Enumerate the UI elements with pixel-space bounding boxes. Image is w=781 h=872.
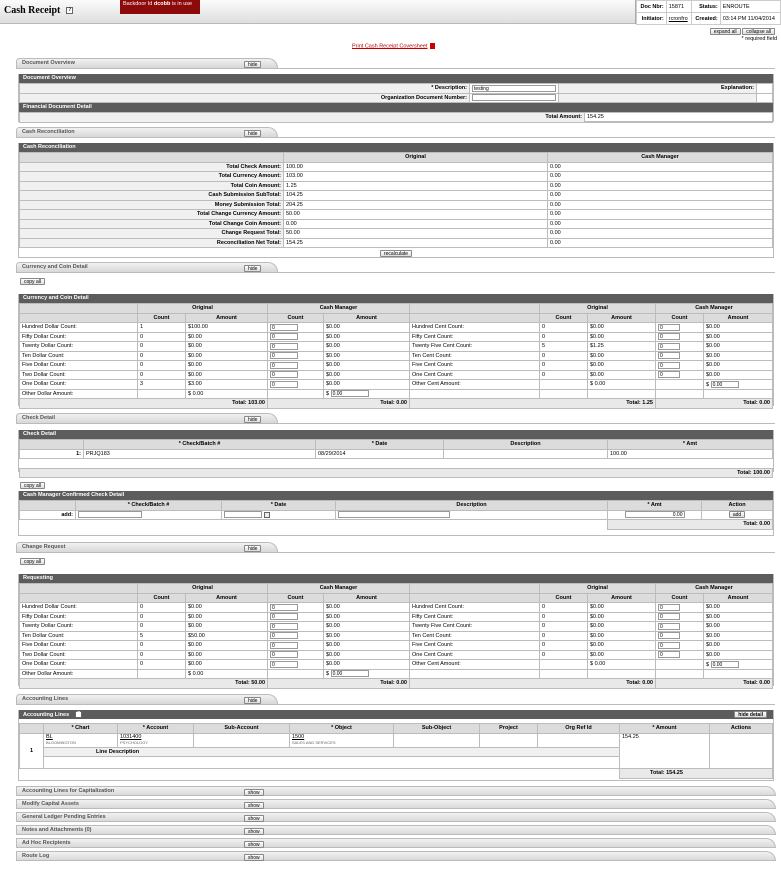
object-link[interactable]: 1500 xyxy=(292,734,305,740)
pdf-icon xyxy=(430,43,435,49)
coin-row: One Dollar Count: 3 $3.00 0 $0.00 Other Cent Amount: $ 0.00 $ 0.00 xyxy=(20,380,773,390)
cash-reconciliation-section: Cash Reconciliation Original Cash Manager Total Check Amount: 100.00 0.00 Total Currency Amount: 103.00 0.00 Total Coin Amount: 1.25 0.00 Cash Submission SubTotal: 104.25 0.00 Money Submission Total: 204.25 0.00 Total Change Currency Amount: 50.00 0.00 Total Change Coin Amount: 0.00 0.00 Change Request Total: 50.00 0.00 Reconciliation Net Total: 154.25 0.00 recalculate xyxy=(18,143,774,258)
line-amount[interactable]: 154.25 xyxy=(620,733,710,769)
initiator-label: Initiator: xyxy=(637,13,667,25)
hide-change-button[interactable]: hide xyxy=(244,545,261,552)
coin-row: One Dollar Count: 0 $0.00 0 $0.00 Other Cent Amount: $ 0.00 $ 0.00 xyxy=(20,660,773,670)
cm-dollar-count-input[interactable]: 0 xyxy=(270,324,298,331)
org-doc-number-input[interactable] xyxy=(472,94,556,101)
add-check-date-input[interactable] xyxy=(224,511,262,518)
document-overview-section: Document Overview * Description: testing Explanation: Organization Document Number: Financial Document Detail Total Amount: 154.25 xyxy=(18,74,774,122)
currency-copy-all-button[interactable]: copy all xyxy=(20,278,45,285)
cm-dollar-count-input[interactable]: 0 xyxy=(270,661,298,668)
collapsed-tab: Notes and Attachments (0) show xyxy=(16,825,776,835)
show-button[interactable]: show xyxy=(244,841,264,848)
check-copy-all-button[interactable]: copy all xyxy=(20,482,45,489)
coin-row: Twenty Dollar Count: 0 $0.00 0 $0.00 Twenty Five Cent Count: 0 $0.00 0 $0.00 xyxy=(20,622,773,632)
cm-other-dollar-input[interactable]: 0.00 xyxy=(331,390,369,397)
print-coversheet-link[interactable]: Print Cash Receipt Coversheet xyxy=(352,43,435,49)
coin-row: Two Dollar Count: 0 $0.00 0 $0.00 One Cent Count: 0 $0.00 0 $0.00 xyxy=(20,370,773,380)
hide-details-button[interactable]: hide detail xyxy=(734,711,767,718)
reconciliation-row: Money Submission Total: 204.25 0.00 xyxy=(20,200,773,210)
help-icon[interactable]: ? xyxy=(66,7,73,14)
check-date[interactable]: 08/29/2014 xyxy=(316,449,444,459)
cm-cent-count-input[interactable]: 0 xyxy=(658,632,680,639)
collapsed-tab: Route Log show xyxy=(16,851,776,861)
tab-check-detail: Check Detail hide xyxy=(16,413,278,423)
cm-dollar-count-input[interactable]: 0 xyxy=(270,343,298,350)
required-field-note: * required field xyxy=(741,36,777,42)
cm-cent-count-input[interactable]: 0 xyxy=(658,343,680,350)
accounting-total: Total: 154.25 xyxy=(620,769,773,779)
cm-cent-count-input[interactable]: 0 xyxy=(658,623,680,630)
cm-cent-count-input[interactable]: 0 xyxy=(658,651,680,658)
coin-row: Hundred Dollar Count: 0 $0.00 0 $0.00 Hundred Cent Count: 0 $0.00 0 $0.00 xyxy=(20,603,773,613)
cm-cent-count-input[interactable]: 0 xyxy=(658,362,680,369)
add-check-number-input[interactable] xyxy=(78,511,142,518)
collapsed-tab: General Ledger Pending Entries show xyxy=(16,812,776,822)
add-check-amount-input[interactable]: 0.00 xyxy=(625,511,685,518)
created-value: 03:14 PM 11/04/2014 xyxy=(720,13,780,25)
expand-all-button[interactable]: expand all xyxy=(710,28,741,35)
initiator-link[interactable]: rcronfro xyxy=(666,13,691,25)
status-value: ENROUTE xyxy=(720,1,780,13)
org-ref-cell[interactable] xyxy=(538,733,620,747)
cm-check-detail-section: Cash Manager Confirmed Check Detail * Check/Batch # * Date Description * Amt Action add: 0.00 add Total: 0.00 xyxy=(18,491,774,536)
recalculate-button[interactable]: recalculate xyxy=(380,250,412,257)
check-total: Total: 100.00 xyxy=(20,468,773,478)
cm-cent-count-input[interactable]: 0 xyxy=(658,604,680,611)
hide-check-button[interactable]: hide xyxy=(244,416,261,423)
tab-document-overview: Document Overview hide xyxy=(16,58,278,68)
reconciliation-row: Change Request Total: 50.00 0.00 xyxy=(20,229,773,239)
cm-other-dollar-input[interactable]: 0.00 xyxy=(331,670,369,677)
sub-object-cell[interactable] xyxy=(394,733,480,747)
currency-coin-section: Currency and Coin Detail Original Cash Manager Original Cash Manager Count Amount Count Amount Count Amount Count Amount Hundred Dollar Count: 1 $100.00 0 $0.00 Hundred Cent Count: 0 $0.00 0 $0.00 Fifty Dollar Count: 0 $0.00 0 $0.00 Fifty Cent Count: 0 $0.00 0 $0.00 Twenty Dollar Count: 0 $0.00 0 $0.00 Twenty Five Cent Count: 5 $1.25 0 $0.00 Ten Dollar Count: 0 $0.00 0 $0.00 Ten Cent Count: 0 $0.00 0 $0.00 Five Dollar Count: 0 $0.00 0 $0.00 Five Cent Count: 0 $0.00 0 $0.00 Two Dollar Count: 0 $0.00 0 $0.00 One Cent Count: 0 $0.00 0 $0.00 One Dollar Count: 3 $3.00 0 $0.00 Other Cent Amount: $ 0.00 $ 0.00 Other Dollar Amount: $ 0.00 $ 0.00 Total: 103.00 Total: 0.00 Total: 1.25 Total: 0.00 xyxy=(18,294,774,406)
collapse-all-button[interactable]: collapse all xyxy=(742,28,775,35)
cm-dollar-count-input[interactable]: 0 xyxy=(270,623,298,630)
cm-cent-count-input[interactable]: 0 xyxy=(658,333,680,340)
reconciliation-row: Total Change Currency Amount: 50.00 0.00 xyxy=(20,210,773,220)
coin-row: Other Dollar Amount: $ 0.00 $ 0.00 xyxy=(20,389,773,399)
cm-dollar-count-input[interactable]: 0 xyxy=(270,362,298,369)
cm-cent-count-input[interactable]: 0 xyxy=(658,613,680,620)
cm-dollar-count-input[interactable]: 0 xyxy=(270,632,298,639)
reconciliation-row: Cash Submission SubTotal: 104.25 0.00 xyxy=(20,191,773,201)
line-description-cell[interactable] xyxy=(44,757,620,769)
change-request-section: Requesting Original Cash Manager Original Cash Manager Count Amount Count Amount Count Amount Count Amount Hundred Dollar Count: 0 $0.00 0 $0.00 Hundred Cent Count: 0 $0.00 0 $0.00 Fifty Dollar Count: 0 $0.00 0 $0.00 Fifty Cent Count: 0 $0.00 0 $0.00 Twenty Dollar Count: 0 $0.00 0 $0.00 Twenty Five Cent Count: 0 $0.00 0 $0.00 Ten Dollar Count: 5 $50.00 0 $0.00 Ten Cent Count: 0 $0.00 0 $0.00 Five Dollar Count: 0 $0.00 0 $0.00 Five Cent Count: 0 $0.00 0 $0.00 Two Dollar Count: 0 $0.00 0 $0.00 One Cent Count: 0 $0.00 0 $0.00 One Dollar Count: 0 $0.00 0 $0.00 Other Cent Amount: $ 0.00 $ 0.00 Other Dollar Amount: $ 0.00 $ 0.00 Total: 50.00 Total: 0.00 Total: 0.00 Total: 0.00 xyxy=(18,574,774,686)
coin-row: Five Dollar Count: 0 $0.00 0 $0.00 Five Cent Count: 0 $0.00 0 $0.00 xyxy=(20,361,773,371)
doc-nbr-label: Doc Nbr: xyxy=(637,1,667,13)
cm-dollar-count-input[interactable]: 0 xyxy=(270,642,298,649)
coin-row: Fifty Dollar Count: 0 $0.00 0 $0.00 Fifty Cent Count: 0 $0.00 0 $0.00 xyxy=(20,332,773,342)
coin-row: Ten Dollar Count: 5 $50.00 0 $0.00 Ten Cent Count: 0 $0.00 0 $0.00 xyxy=(20,631,773,641)
show-button[interactable]: show xyxy=(244,828,264,835)
add-check-button[interactable]: add xyxy=(729,511,745,518)
project-cell[interactable] xyxy=(480,733,538,747)
collapsed-tab: Ad Hoc Recipients show xyxy=(16,838,776,848)
tab-change-request: Change Request hide xyxy=(16,542,278,552)
reconciliation-header: Cash Reconciliation xyxy=(19,143,773,152)
change-copy-all-button[interactable]: copy all xyxy=(20,558,45,565)
collapsed-tab: Accounting Lines for Capitalization show xyxy=(16,786,776,796)
accounting-lines-section: Accounting Lines ? hide detail * Chart * Account Sub-Account * Object Sub-Object Project Org Ref Id * Amount Actions 1 BL BLOOMINGTON 1031400 PSYCHOLOGY 1500 SALES AND SERVICES 154.25 Line Description Total: 154.25 xyxy=(18,710,774,781)
account-link[interactable]: 1031400 xyxy=(120,734,142,740)
cm-dollar-count-input[interactable]: 0 xyxy=(270,371,298,378)
check-description[interactable] xyxy=(444,449,608,459)
collapsed-tab: Modify Capital Assets show xyxy=(16,799,776,809)
description-input[interactable]: testing xyxy=(472,85,556,92)
tab-accounting-lines: Accounting Lines hide xyxy=(16,694,278,704)
cm-cent-count-input[interactable]: 0 xyxy=(658,324,680,331)
document-info xyxy=(635,0,781,24)
coin-row: Other Dollar Amount: $ 0.00 $ 0.00 xyxy=(20,669,773,679)
financial-detail-header: Financial Document Detail xyxy=(19,103,773,112)
page-title: Cash Receipt ? xyxy=(4,5,73,16)
help-icon[interactable]: ? xyxy=(77,711,81,717)
created-label: Created: xyxy=(691,13,720,25)
reconciliation-row: Total Check Amount: 100.00 0.00 xyxy=(20,162,773,172)
cm-dollar-count-input[interactable]: 0 xyxy=(270,651,298,658)
cm-other-cent-input[interactable]: 0.00 xyxy=(711,381,739,388)
status-label: Status: xyxy=(691,1,720,13)
check-number[interactable]: PRJQ183 xyxy=(84,449,316,459)
document-overview-header: Document Overview xyxy=(19,74,773,83)
calendar-icon[interactable] xyxy=(264,512,270,518)
coin-row: Five Dollar Count: 0 $0.00 0 $0.00 Five Cent Count: 0 $0.00 0 $0.00 xyxy=(20,641,773,651)
cm-dollar-count-input[interactable]: 0 xyxy=(270,604,298,611)
coin-row: Twenty Dollar Count: 0 $0.00 0 $0.00 Twenty Five Cent Count: 5 $1.25 0 $0.00 xyxy=(20,342,773,352)
hide-document-overview-button[interactable]: hide xyxy=(244,61,261,68)
coin-row: Ten Dollar Count: 0 $0.00 0 $0.00 Ten Cent Count: 0 $0.00 0 $0.00 xyxy=(20,351,773,361)
cm-cent-count-input[interactable]: 0 xyxy=(658,642,680,649)
add-check-description-input[interactable] xyxy=(338,511,450,518)
reconciliation-row: Total Coin Amount: 1.25 0.00 xyxy=(20,181,773,191)
cm-cent-count-input[interactable]: 0 xyxy=(658,371,680,378)
check-amount[interactable]: 100.00 xyxy=(608,449,773,459)
cm-other-cent-input[interactable]: 0.00 xyxy=(711,661,739,668)
reconciliation-row: Total Currency Amount: 103.00 0.00 xyxy=(20,172,773,182)
cm-dollar-count-input[interactable]: 0 xyxy=(270,333,298,340)
doc-nbr: 15871 xyxy=(666,1,691,13)
chart-link[interactable]: BL xyxy=(46,734,53,740)
cm-dollar-count-input[interactable]: 0 xyxy=(270,352,298,359)
check-detail-section: Check Detail * Check/Batch # * Date Description * Amt 1: PRJQ183 08/29/2014 100.00 Total: 100.00 xyxy=(18,430,774,472)
explanation-input[interactable] xyxy=(757,84,773,94)
sub-account-cell[interactable] xyxy=(194,733,290,747)
backdoor-notice: Backdoor Id dcobb is in use xyxy=(120,0,200,14)
hide-currency-button[interactable]: hide xyxy=(244,265,261,272)
show-button[interactable]: show xyxy=(244,802,264,809)
page-header xyxy=(0,0,781,24)
coin-row: Two Dollar Count: 0 $0.00 0 $0.00 One Cent Count: 0 $0.00 0 $0.00 xyxy=(20,650,773,660)
show-button[interactable]: show xyxy=(244,815,264,822)
tab-cash-reconciliation: Cash Reconciliation hide xyxy=(16,127,278,137)
show-button[interactable]: show xyxy=(244,789,264,796)
cm-dollar-count-input[interactable]: 0 xyxy=(270,613,298,620)
tab-currency-coin: Currency and Coin Detail hide xyxy=(16,262,278,272)
cm-check-total: Total: 0.00 xyxy=(608,520,773,530)
reconciliation-row: Total Change Coin Amount: 0.00 0.00 xyxy=(20,219,773,229)
cm-dollar-count-input[interactable]: 0 xyxy=(270,381,298,388)
hide-reconciliation-button[interactable]: hide xyxy=(244,130,261,137)
total-amount: 154.25 xyxy=(585,113,773,123)
reconciliation-row: Reconciliation Net Total: 154.25 0.00 xyxy=(20,238,773,248)
cm-cent-count-input[interactable]: 0 xyxy=(658,352,680,359)
coin-row: Hundred Dollar Count: 1 $100.00 0 $0.00 Hundred Cent Count: 0 $0.00 0 $0.00 xyxy=(20,323,773,333)
coin-row: Fifty Dollar Count: 0 $0.00 0 $0.00 Fifty Cent Count: 0 $0.00 0 $0.00 xyxy=(20,612,773,622)
hide-accounting-button[interactable]: hide xyxy=(244,697,261,704)
show-button[interactable]: show xyxy=(244,854,264,861)
